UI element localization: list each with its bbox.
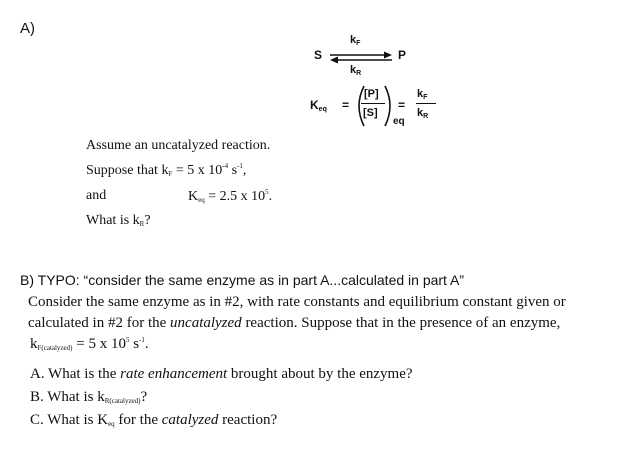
- substrate-concentration: [S]: [363, 107, 378, 119]
- eq-subscript: eq: [393, 116, 405, 127]
- equals-sign-1: =: [342, 98, 350, 112]
- fraction-bar-2: [416, 103, 436, 104]
- substrate-label: S: [314, 48, 323, 62]
- kf-label: $k_F$: [350, 34, 361, 47]
- ratio-kf: $k_F$: [417, 88, 428, 101]
- kf-catalyzed-line: $k_{F(catalyzed)} = 5$ x $10^5$ $s^{-1}$.: [30, 336, 149, 352]
- keq-given-line: $K_{eq} = 2.5$ x $10^5$.: [188, 188, 273, 204]
- question-a: A. What is the rate enhancement brought about by the enzyme?: [30, 366, 413, 382]
- assume-line: Assume an uncatalyzed reaction.: [86, 138, 271, 153]
- question-c: C. What is $K_{eq}$ for the catalyzed reaction?: [30, 412, 278, 428]
- part-b-paragraph-line1: Consider the same enzyme as in #2, with rate constants and equilibrium constant given or: [28, 294, 566, 310]
- keq-symbol: $K_{eq}$: [310, 98, 327, 113]
- part-b-paragraph-line2: calculated in #2 for the uncatalyzed reaction. Suppose that in the presence of an enzyme,: [28, 315, 561, 331]
- equals-sign-2: =: [398, 98, 406, 112]
- part-b-typo-note: B) TYPO: “consider the same enzyme as in part A...calculated in part A”: [20, 272, 465, 288]
- equilibrium-arrows-icon: [328, 48, 394, 66]
- question-b: B. What is $k_{R(catalyzed)}$?: [30, 389, 148, 405]
- kr-label: $k_R$: [350, 64, 362, 77]
- and-word: and: [86, 188, 107, 203]
- part-a-label: A): [20, 20, 35, 37]
- product-concentration: [P]: [364, 88, 379, 100]
- kf-given-line: Suppose that $k_F = 5$ x $10^{-4}$ $s^{-1}$,: [86, 162, 247, 178]
- product-label: P: [398, 48, 407, 62]
- ratio-kr: $k_R$: [417, 107, 429, 120]
- kr-question: What is $k_R$?: [86, 213, 151, 228]
